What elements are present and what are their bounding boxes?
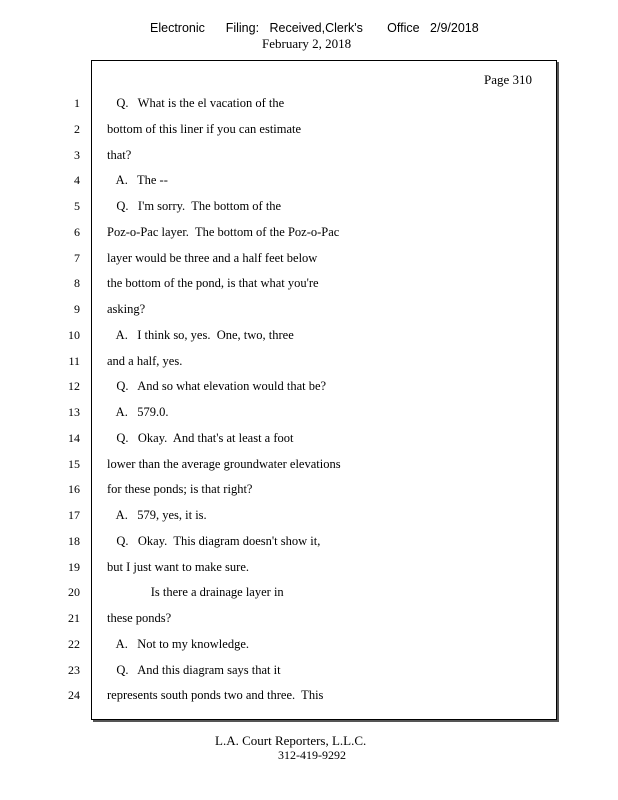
line-number: 7 [74,251,80,265]
line-text: Q. And so what elevation would that be? [107,379,327,393]
line-number: 18 [68,534,80,548]
line-text: A. Not to my knowledge. [107,637,250,651]
line-text: Q. What is the el vacation of the [107,96,285,110]
line-text: the bottom of the pond, is that what you're [107,276,319,290]
line-number: 12 [68,379,80,393]
line-number: 3 [74,148,80,162]
line-number: 23 [68,663,80,677]
line-text: these ponds? [107,611,172,625]
line-number: 14 [68,431,80,445]
line-number: 20 [68,585,80,599]
line-number: 10 [68,328,80,342]
page-number: Page 310 [483,72,532,87]
line-number: 8 [74,276,80,290]
line-number: 4 [74,173,80,187]
line-text: lower than the average groundwater elevations [107,457,341,471]
line-text: Is there a drainage layer in [107,585,284,599]
line-number: 15 [68,457,80,471]
footer-phone: 312-419-9292 [278,748,346,762]
line-text: Q. I'm sorry. The bottom of the [107,199,282,213]
line-number: 1 [74,96,80,110]
line-text: A. I think so, yes. One, two, three [107,328,294,342]
line-text: bottom of this liner if you can estimate [107,122,302,136]
line-number: 9 [74,302,80,316]
line-text: A. The -- [107,173,168,187]
line-text: represents south ponds two and three. This [107,688,324,702]
line-text: Q. Okay. And that's at least a foot [107,431,294,445]
line-text: layer would be three and a half feet below [107,251,318,265]
line-number: 22 [68,637,80,651]
line-text: but I just want to make sure. [107,560,249,574]
line-number: 17 [68,508,80,522]
line-text: A. 579, yes, it is. [107,508,207,522]
line-text: that? [107,148,132,162]
line-text: A. 579.0. [107,405,169,419]
line-text: for these ponds; is that right? [107,482,253,496]
line-number: 6 [74,225,80,239]
line-number: 13 [68,405,80,419]
line-text: Q. And this diagram says that it [107,663,281,677]
line-number: 24 [68,688,80,702]
line-number: 2 [74,122,80,136]
line-text: Poz-o-Pac layer. The bottom of the Poz-o-Pac [107,225,340,239]
filing-date: February 2, 2018 [262,36,352,51]
filing-stamp: Electronic Filing: Received,Clerk's Office 2/9/2018 [150,21,479,35]
line-number: 5 [74,199,80,213]
line-text: asking? [107,302,146,316]
line-number: 19 [68,560,80,574]
footer-company: L.A. Court Reporters, L.L.C. [215,733,367,748]
line-text: and a half, yes. [107,354,183,368]
line-number: 21 [68,611,80,625]
line-number: 16 [68,482,80,496]
line-number: 11 [68,354,80,368]
line-text: Q. Okay. This diagram doesn't show it, [107,534,321,548]
